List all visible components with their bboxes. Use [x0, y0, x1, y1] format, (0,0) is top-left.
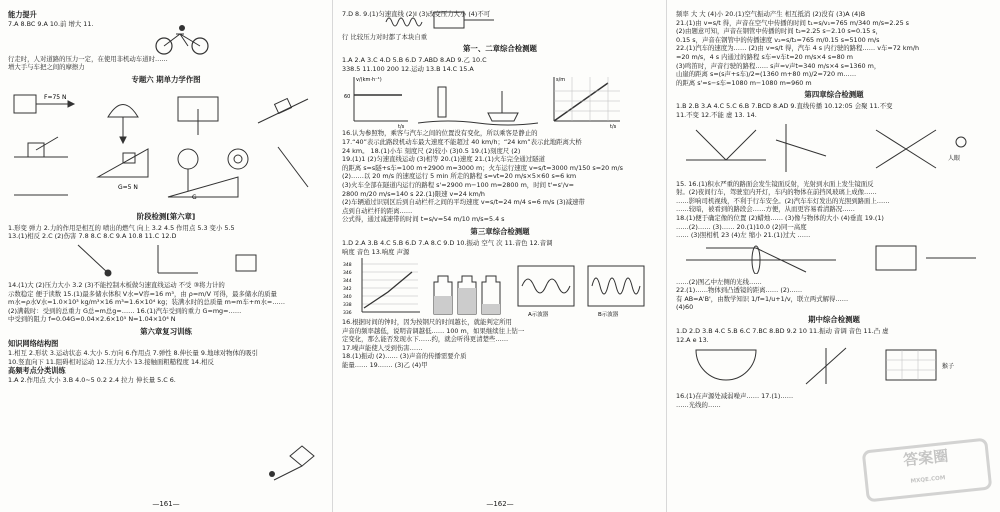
- answer-line: 18.(1)振动 (2)…… (3)声音的传播需要介质: [342, 352, 467, 361]
- answer-line: 公式得，通过减速带的时间 t=s/v=54 m/10 m/s=5.4 s: [342, 215, 505, 224]
- bottles-figure: [428, 256, 508, 318]
- answer-line: (4)60: [676, 303, 694, 312]
- answer-line: 1.相互 2.形状 3.运动状态 4.大小 5.方向 6.作用点 7.弹性 8.伸长量 9.地球对物体的吸引: [8, 348, 259, 357]
- section-heading: 能力提升: [8, 10, 37, 19]
- answer-line: (2)由题意可知，声音在钢管中传播的时间 t₂=2.25 s−2.10 s=0.15 s，: [676, 27, 883, 36]
- axis-label: v/(km·h⁻¹): [356, 77, 382, 84]
- tick-label: 338: [343, 303, 352, 309]
- section-title: 第六章复习训练: [140, 326, 192, 336]
- tick-label: 336: [343, 311, 352, 317]
- diagram-label: 人眼: [948, 154, 961, 162]
- bicycle-figure: [150, 24, 220, 56]
- answer-line: 11.不变 12.不能 虚 13. 14.: [676, 110, 757, 119]
- tick-label: 346: [343, 271, 352, 277]
- answer-line: ……(2)…… (3)…… 20.(1)10.0 (2)同一高度: [676, 222, 807, 231]
- answer-line: 24 km。 18.(1)小车 刻度尺 (2)较小 (3)0.5 19.(1)刻度尺 (2): [342, 146, 521, 155]
- subsection-heading: 知识网络结构图: [8, 338, 59, 348]
- answer-line: 13.(1)相反 2.C (2)伤害 7.8 8.C 8.C 9.A 10.8 11.C 12.D: [8, 232, 177, 241]
- answer-line: 14.(1)大 (2)压力大小 3.2 (3)不能控制木板做匀速直线运动 不受 ③将力计的: [8, 280, 225, 289]
- temperature-chart: [342, 256, 422, 318]
- answer-line: 示数稳定 便于读数 15.(1)最多储水体积 V水=V容=16 m³，由 ρ=m/V 可得，最多储水的质量: [8, 289, 277, 298]
- answer-line: 0.15 s，声音在钢管中的传播速度 v₂=s/t₂=765 m/0.15 s=5100 m/s: [676, 35, 880, 44]
- answer-line: 22.(1)汽车的速度为…… (2)由 v=s/t 得，汽车 4 s 内行驶的路程…… v车=72 km/h: [676, 44, 920, 53]
- answer-line: 2800 m/20 m/s=140 s 22.(1)限速 v=24 km/h: [342, 189, 485, 198]
- answer-line: 19.(1)1 (2)匀速直线运动 (3)相等 20.(1)速度 21.(1)火车完全通过隧道: [342, 155, 545, 164]
- answer-line: (3)火车全部在隧道内运行的路程 s'=2900 m−100 m=2800 m，时间 t'=s'/v=: [342, 180, 575, 189]
- answer-line: ……(2)图乙中左侧的光线……: [676, 277, 762, 286]
- axis-label: s/m: [556, 77, 566, 84]
- axis-label: t/s: [610, 124, 617, 130]
- answer-line: 定变化，那么能否发现水下……约，就会听得更清楚些……: [342, 335, 509, 344]
- section-title: 阶段检测[第六章]: [136, 211, 196, 221]
- answer-line: 16.根据时间的钟时，因为按钢尺的时间越长，就能判定所用: [342, 318, 512, 327]
- oscilloscope-label: B示波器: [598, 312, 619, 319]
- answer-line: 10.竖直向下 11.阻碍相对运动 12.压力大小 13.接触面粗糙程度 14.相反: [8, 357, 214, 366]
- answer-line: 中受到的阻力 f=0.04G=0.04×2.6×10⁵ N=1.04×10⁴ N: [8, 315, 176, 324]
- tick-label: 342: [343, 287, 352, 293]
- answer-line: 声音的频率越低，说明音调越低…… 100 m，如果继续往上钻一: [342, 326, 525, 335]
- section-title: 第四章综合检测题: [804, 90, 864, 100]
- answer-line: 1.A 2.A 3.C 4.D 5.B 6.D 7.ABD 8.AD 9.乙 10.C: [342, 56, 487, 65]
- lighthouse-figure: [418, 73, 538, 129]
- answer-line: 1.A 2.作用点 大小 3.B 4.0~5 0.2 2.4 拉力 伸长量 5.C 6.: [8, 376, 176, 385]
- answer-line: 338.5 11.100 200 12.运动 13.B 14.C 15.A: [342, 64, 474, 73]
- force-label: G=5 N: [118, 183, 138, 191]
- section-title: 专题六 期单力学作图: [131, 74, 201, 84]
- page-163: [668, 0, 1000, 512]
- answer-line: 15. 16.(1)积水严重的路面会发生镜面反射，光射到水面上发生镜面反: [676, 179, 874, 188]
- answer-line: 行走时，人对道路的压力一定，在使用非机动车道时……: [8, 54, 168, 63]
- answer-line: ……光线的……: [676, 400, 721, 409]
- answer-line: ……较暗，被看到的路段会……方便，从而更容易看清路况……: [676, 205, 855, 214]
- answer-line: (3)鸣笛时，声音行驶的路程…… s声=v声t=340 m/s×4 s=1360 m，: [676, 61, 881, 70]
- section-title: 第三章综合检测题: [470, 226, 530, 236]
- speed-time-chart: [342, 73, 412, 129]
- answer-line: 能量…… 19.…… (3)乙 (4)甲: [342, 361, 428, 370]
- midterm-diagrams: [676, 344, 992, 388]
- answer-line: 山崖的距离 s=(s声+s车)/2=(1360 m+80 m)/2=720 m……: [676, 70, 857, 79]
- answer-line: 7.A 8.BC 9.A 10.前 增大 11.: [8, 20, 94, 28]
- axis-label: t/s: [398, 124, 405, 130]
- answer-line: (2)车辆通过识别区后到自动栏杆之间的平均速度 v=s/t=24 m/4 s=6 m/s (3)减速带: [342, 198, 585, 207]
- answer-line: 16.认为参照物，乘客与汽车之间的位置没有变化，所以乘客是静止的: [342, 129, 538, 138]
- force-label: G: [192, 193, 197, 201]
- answer-line: 22.(1)……物体到凸透镜的距离…… (2)……: [676, 286, 803, 295]
- answer-line: 增大手与车把之间的摩擦力: [8, 63, 85, 72]
- answer-line: m水=ρ水V水=1.0×10³ kg/m³×16 m³=1.6×10⁴ kg；装满水时的总质量 m=m车+m水=……: [8, 298, 285, 307]
- answer-line: 21.(1)由 v=s/t 得，声音在空气中传播的时间 t₁=s/v₁=765 m/340 m/s=2.25 s: [676, 18, 909, 27]
- answer-line: 16.(1)在声源处减弱噪声…… 17.(1)……: [676, 392, 794, 401]
- oscilloscope-figure: [514, 256, 654, 318]
- answer-line: 行 比较压力对时都了本块自重: [342, 32, 428, 41]
- answer-line: 点到自动栏杆的距离……: [342, 206, 413, 215]
- answer-line: 17.“40”表示此路段机动车最大速度不能超过 40 km/h；“24 km”表示此地距离大桥: [342, 137, 582, 146]
- kite-figure: [262, 444, 322, 484]
- page-161: [0, 0, 333, 512]
- answer-line: =20 m/s，4 s 内通过的路程 s车=v车t=20 m/s×4 s=80 m: [676, 52, 853, 61]
- answer-line: (2)……以 20 m/s 的速度运行 5 min 所走的路程 s=vt=20 m/s×5×60 s=6 km: [342, 172, 577, 181]
- answer-line: 的距离 s'=s−s车=1080 m−1080 m=960 m: [676, 78, 812, 87]
- subsection-heading: 高频考点分类训练: [8, 366, 66, 376]
- oscilloscope-label: A示波器: [528, 312, 549, 319]
- answer-line: 射。(2)夜间行车，驾驶室内开灯，车内的物体在前挡风玻璃上成像……: [676, 188, 877, 197]
- answer-line: 有 AB=A'B'，由数学知识 1/f=1/u+1/v，联立两式解得……: [676, 294, 849, 303]
- diagram-label: 猴子: [942, 363, 955, 371]
- tick-label: 340: [343, 295, 352, 301]
- distance-time-chart: [544, 73, 624, 129]
- answer-line: 17.噪声能使人受到伤害……: [342, 343, 423, 352]
- force-diagrams: [8, 87, 324, 205]
- watermark-text: 答案圈: [902, 446, 950, 470]
- page-162: [334, 0, 667, 512]
- tick-label: 344: [343, 279, 352, 285]
- answer-line: 1.B 2.B 3.A 4.C 5.C 6.B 7.BCD 8.AD 9.直线传播 10.12:05 会聚 11.不变: [676, 102, 893, 111]
- answer-line: ……影响司机视线，不利于行车安全。(2)汽车车灯发出的光照到路面上……: [676, 196, 890, 205]
- answer-line: 1.形变 弹力 2.力的作用是相互的 喷出的燃气 向上 3.2 4.5 作用点 5.3 变小 5.5: [8, 223, 235, 232]
- lens-diagram: [676, 240, 992, 274]
- answer-line: (2)满载时：受到的总重力 G总=m总g=…… 16.(1)汽车受到的重力 G=mg=……: [8, 306, 242, 315]
- answer-line: 频率 大 大 (4)小 20.(1)空气振动产生 相互抵消 (2)没有 (3)A (4)B: [676, 10, 866, 18]
- spring-figure: [384, 10, 504, 32]
- optics-diagrams: [676, 120, 992, 176]
- watermark-url: MXQE.COM: [910, 475, 946, 485]
- section-title: 第一、二章综合检测题: [463, 44, 537, 54]
- force-label: F=75 N: [44, 93, 67, 101]
- page-number: —162—: [486, 500, 514, 508]
- stage-diagrams: [8, 241, 324, 277]
- answer-line: 1.D 2.D 3.B 4.C 5.B 6.C 7.BC 8.BD 9.2 10 11.振动 音调 音色 11.凸 虚: [676, 327, 889, 336]
- watermark-logo: [862, 438, 993, 503]
- answer-line: 响度 音色 13.响度 声源: [342, 247, 410, 256]
- answer-line: …… (3)照相机 23 (4)左 缩小 21.(1)过大 ……: [676, 231, 811, 240]
- section-title: 期中综合检测题: [808, 315, 860, 325]
- answer-line: 的距离 s=s隧+s车=100 m+2900 m=3000 m；火车运行速度 v=s/t=3000 m/150 s=20 m/s: [342, 163, 623, 172]
- answer-line: 1.D 2.A 3.B 4.C 5.B 6.D 7.A 8.C 9.D 10.振动 空气 次 11.音色 12.音调: [342, 238, 553, 247]
- answer-line: 18.(1)便于确定像的位置 (2)蜡烛…… (3)像与物体的大小 (4)垂直 19.(1): [676, 213, 884, 222]
- tick-label: 348: [343, 263, 352, 269]
- page-number: —161—: [152, 500, 180, 508]
- answer-line: 7.D 8. 9.(1)匀速直线 (2)Ⅰ (3)改变压力大小 (4)不可: [342, 10, 491, 18]
- answer-line: 12.A e 13.: [676, 335, 709, 344]
- tick-label: 60: [344, 94, 351, 101]
